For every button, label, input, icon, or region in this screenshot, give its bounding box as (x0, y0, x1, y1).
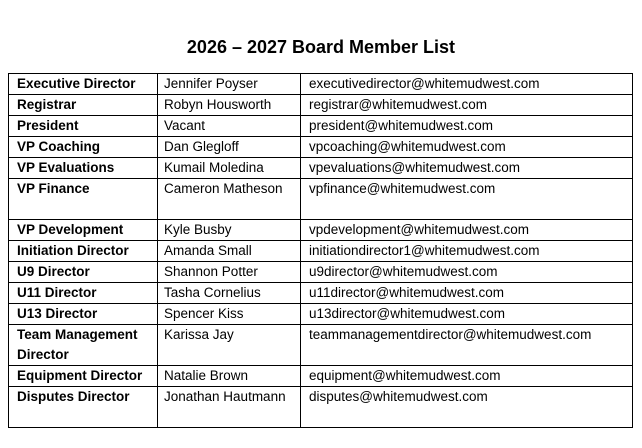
table-row (9, 179, 633, 220)
email-cell: teammanagementdirector@whitemudwest.com (301, 325, 633, 366)
email-cell: u13director@whitemudwest.com (301, 304, 633, 325)
role-cell: Registrar (9, 95, 158, 116)
email-cell: initiationdirector1@whitemudwest.com (301, 241, 633, 262)
table-row (9, 325, 633, 366)
role-cell: U9 Director (9, 262, 158, 283)
email-cell: vpdevelopment@whitemudwest.com (301, 220, 633, 241)
page-title: 2026 – 2027 Board Member List (186, 37, 456, 57)
role-cell: VP Finance (9, 179, 158, 220)
email-cell: vpevaluations@whitemudwest.com (301, 158, 633, 179)
role-cell: Equipment Director (9, 366, 158, 387)
name-cell: Robyn Housworth (158, 95, 301, 116)
email-cell: vpfinance@whitemudwest.com (301, 179, 633, 220)
email-cell: president@whitemudwest.com (301, 116, 633, 137)
name-cell: Kyle Busby (158, 220, 301, 241)
role-cell: VP Development (9, 220, 158, 241)
email-cell: executivedirector@whitemudwest.com (301, 74, 633, 95)
name-cell: Spencer Kiss (158, 304, 301, 325)
table-row (9, 366, 633, 387)
name-cell: Jennifer Poyser (158, 74, 301, 95)
table-row (9, 95, 633, 116)
role-cell: VP Evaluations (9, 158, 158, 179)
role-cell: Executive Director (9, 74, 158, 95)
name-cell: Vacant (158, 116, 301, 137)
role-cell: Disputes Director (9, 387, 158, 428)
table-row (9, 158, 633, 179)
table-row (9, 262, 633, 283)
email-cell: disputes@whitemudwest.com (301, 387, 633, 428)
table-row (9, 116, 633, 137)
name-cell: Shannon Potter (158, 262, 301, 283)
role-cell: U11 Director (9, 283, 158, 304)
role-cell: Initiation Director (9, 241, 158, 262)
role-cell: U13 Director (9, 304, 158, 325)
email-cell: equipment@whitemudwest.com (301, 366, 633, 387)
table-row (9, 220, 633, 241)
email-cell: vpcoaching@whitemudwest.com (301, 137, 633, 158)
table-row (9, 241, 633, 262)
email-cell: registrar@whitemudwest.com (301, 95, 633, 116)
table-row (9, 137, 633, 158)
name-cell: Dan Glegloff (158, 137, 301, 158)
board-member-table (8, 73, 633, 428)
name-cell: Karissa Jay (158, 325, 301, 366)
role-cell: Team Management Director (9, 325, 158, 366)
name-cell: Natalie Brown (158, 366, 301, 387)
role-cell: President (9, 116, 158, 137)
table-row (9, 283, 633, 304)
name-cell: Tasha Cornelius (158, 283, 301, 304)
table-row (9, 387, 633, 428)
email-cell: u11director@whitemudwest.com (301, 283, 633, 304)
table-row (9, 74, 633, 95)
name-cell: Cameron Matheson (158, 179, 301, 220)
table-row (9, 304, 633, 325)
name-cell: Amanda Small (158, 241, 301, 262)
name-cell: Jonathan Hautmann (158, 387, 301, 428)
name-cell: Kumail Moledina (158, 158, 301, 179)
role-cell: VP Coaching (9, 137, 158, 158)
email-cell: u9director@whitemudwest.com (301, 262, 633, 283)
